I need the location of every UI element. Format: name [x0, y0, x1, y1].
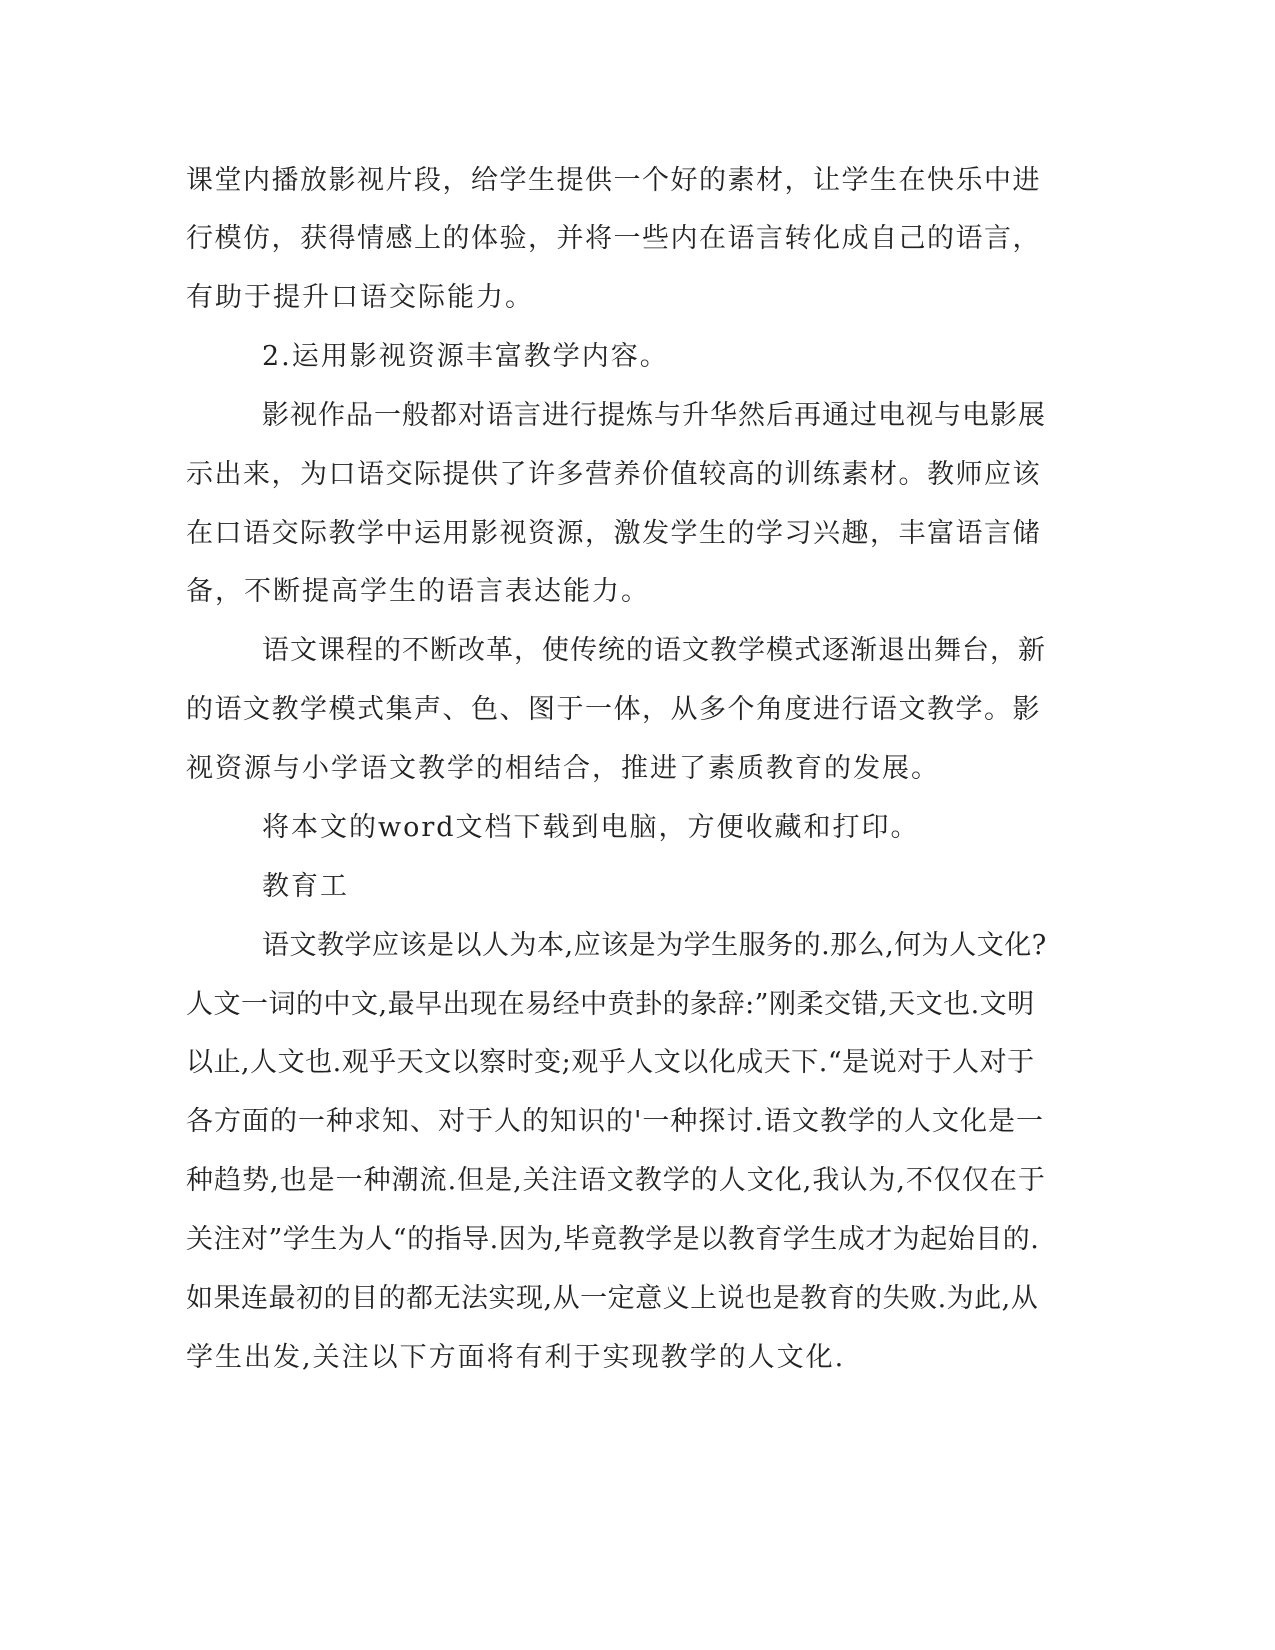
text-line: 学生出发,关注以下方面将有利于实现教学的人文化. — [186, 1342, 846, 1373]
text-line: 人文一词的中文,最早出现在易经中贲卦的彖辞:”刚柔交错,天文也.文明 — [186, 989, 1035, 1020]
text-line: 备，不断提高学生的语言表达能力。 — [186, 576, 650, 607]
text-line: 教育工 — [262, 871, 349, 902]
text-line: 影视作品一般都对语言进行提炼与升华然后再通过电视与电影展 — [262, 400, 1046, 431]
text-line: 如果连最初的目的都无法实现,从一定意义上说也是教育的失败.为此,从 — [186, 1283, 1039, 1314]
text-line: 示出来，为口语交际提供了许多营养价值较高的训练素材。教师应该 — [186, 459, 1041, 490]
text-line: 有助于提升口语交际能力。 — [186, 282, 534, 313]
text-line: 视资源与小学语文教学的相结合，推进了素质教育的发展。 — [186, 753, 940, 784]
text-line: 各方面的一种求知、对于人的知识的'一种探讨.语文教学的人文化是一 — [186, 1106, 1045, 1137]
text-line: 关注对”学生为人“的指导.因为,毕竟教学是以教育学生成才为起始目的. — [186, 1224, 1040, 1255]
text-line: 在口语交际教学中运用影视资源，激发学生的学习兴趣，丰富语言储 — [186, 518, 1041, 549]
text-line: 行模仿，获得情感上的体验，并将一些内在语言转化成自己的语言， — [186, 223, 1041, 254]
download-note: 将本文的word文档下载到电脑，方便收藏和打印。 — [262, 812, 920, 843]
text-line: 语文课程的不断改革，使传统的语文教学模式逐渐退出舞台，新 — [262, 635, 1046, 666]
text-line: 种趋势,也是一种潮流.但是,关注语文教学的人文化,我认为,不仅仅在于 — [186, 1165, 1046, 1196]
text-line: 语文教学应该是以人为本,应该是为学生服务的.那么,何为人文化? — [262, 930, 1047, 961]
text-line: 的语文教学模式集声、色、图于一体，从多个角度进行语文教学。影 — [186, 694, 1041, 725]
section-heading: 2.运用影视资源丰富教学内容。 — [262, 341, 669, 372]
text-line: 以止,人文也.观乎天文以察时变;观乎人文以化成天下.“是说对于人对于 — [186, 1047, 1035, 1078]
text-line: 课堂内播放影视片段，给学生提供一个好的素材，让学生在快乐中进 — [186, 165, 1041, 196]
